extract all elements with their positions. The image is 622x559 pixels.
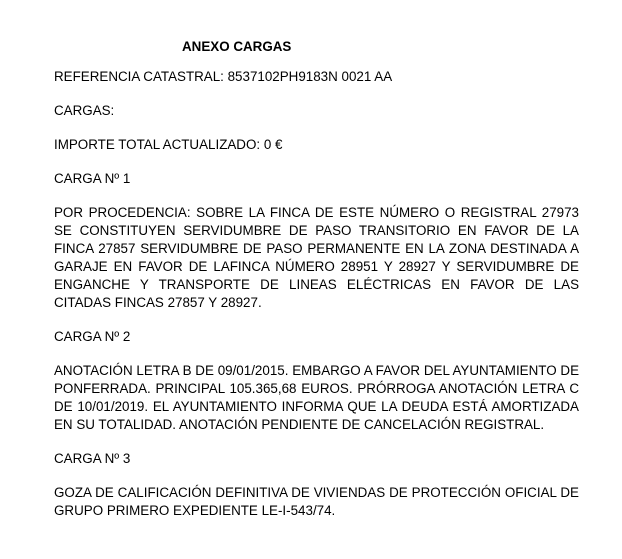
document-title: ANEXO CARGAS	[182, 39, 292, 54]
carga-2-heading: CARGA Nº 2	[54, 329, 131, 344]
carga-3-heading: CARGA Nº 3	[54, 451, 131, 466]
carga-1-heading: CARGA Nº 1	[54, 171, 131, 186]
carga-2-text: ANOTACIÓN LETRA B DE 09/01/2015. EMBARGO A FAVOR DEL AYUNTAMIENTO DE PONFERRADA. PRINCIPAL 105.365,68 EUROS. PRÓRROGA ANOTACIÓN LETRA C DE 10/01/2019. EL AYUNTAMIENTO INFORMA QUE LA DEUDA ESTÁ AMORTIZADA EN SU TOTALIDAD. ANOTACIÓN PENDIENTE DE CANCELACIÓN REGISTRAL.	[54, 363, 579, 432]
document-page	[54, 38, 579, 536]
carga-1-text: POR PROCEDENCIA: SOBRE LA FINCA DE ESTE NÚMERO O REGISTRAL 27973 SE CONSTITUYEN SERVIDUMBRE DE PASO TRANSITORIO EN FAVOR DE LA FINCA 27857 SERVIDUMBRE DE PASO PERMANENTE EN LA ZONA DESTINADA A GARAJE EN FAVOR DE LAFINCA NÚMERO 28951 Y 28927 Y SERVIDUMBRE DE ENGANCHE Y TRANSPORTE DE LINEAS ELÉCTRICAS EN FAVOR DE LAS CITADAS FINCAS 27857 Y 28927.	[54, 205, 579, 310]
cargas-label: CARGAS:	[54, 103, 115, 118]
carga-3-text: GOZA DE CALIFICACIÓN DEFINITIVA DE VIVIENDAS DE PROTECCIÓN OFICIAL DE GRUPO PRIMERO EXPEDIENTE LE-I-543/74.	[54, 485, 579, 518]
importe-total: IMPORTE TOTAL ACTUALIZADO: 0 €	[54, 137, 283, 152]
referencia-catastral: REFERENCIA CATASTRAL: 8537102PH9183N 0021 AA	[54, 69, 393, 84]
